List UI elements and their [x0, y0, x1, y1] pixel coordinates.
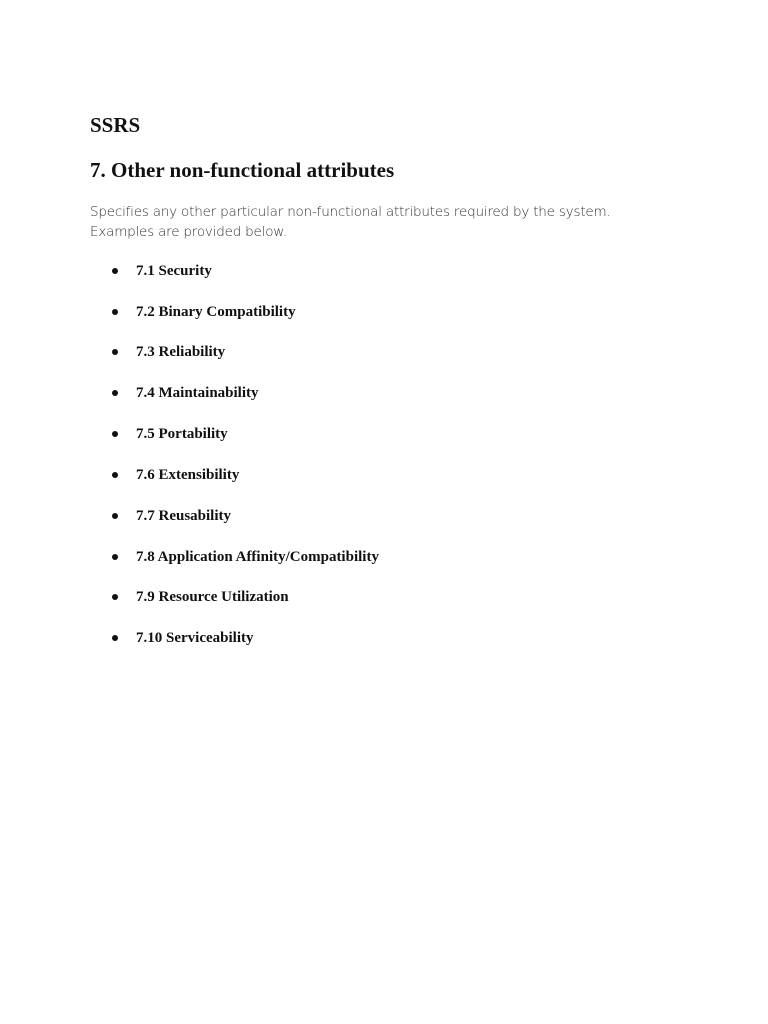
- attribute-label: 7.9 Resource Utilization: [136, 589, 289, 605]
- bullet-icon: [112, 635, 118, 641]
- bullet-icon: [112, 554, 118, 560]
- bullet-icon: [112, 513, 118, 519]
- bullet-icon: [112, 390, 118, 396]
- attribute-label: 7.3 Reliability: [136, 344, 226, 360]
- intro-line: Specifies any other particular non-functional attributes required by the system.: [90, 204, 611, 220]
- bullet-icon: [112, 309, 118, 315]
- attribute-label: 7.2 Binary Compatibility: [136, 304, 296, 320]
- bullet-icon: [112, 349, 118, 355]
- attribute-label: 7.8 Application Affinity/Compatibility: [136, 549, 379, 565]
- attribute-label: 7.4 Maintainability: [136, 385, 259, 401]
- attribute-label: 7.1 Security: [136, 263, 212, 279]
- bullet-icon: [112, 431, 118, 437]
- attribute-label: 7.5 Portability: [136, 426, 228, 442]
- intro-paragraph: [90, 202, 690, 242]
- intro-line: Examples are provided below.: [90, 224, 287, 240]
- attribute-label: 7.10 Serviceability: [136, 630, 254, 646]
- section-heading: 7. Other non-functional attributes: [90, 158, 395, 182]
- attribute-label: 7.6 Extensibility: [136, 467, 240, 483]
- bullet-icon: [112, 268, 118, 274]
- document-title: SSRS: [90, 113, 141, 137]
- attribute-label: 7.7 Reusability: [136, 508, 232, 524]
- bullet-icon: [112, 594, 118, 600]
- bullet-icon: [112, 472, 118, 478]
